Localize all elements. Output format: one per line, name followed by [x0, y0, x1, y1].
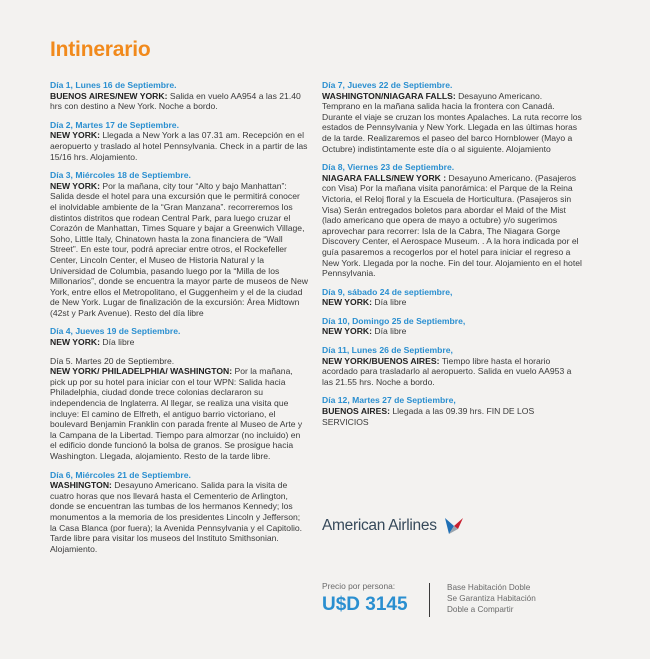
day-description [322, 297, 582, 308]
day-heading: Día 9, sábado 24 de septiembre, [322, 286, 453, 297]
itinerary-day [322, 80, 582, 154]
day-text: Desayuno Americano. (Pasajeros con Visa) Por la mañana visita panorámica: el Parque de la Reina Victoria, el Reloj floral y la Escuela de Horticultura. (Pasajeros sin Visa) Serán entregados boletos para abordar el Maid of the Mist (lado americano que opera de mayo a octubre) y/o sugerimos aprovechar para recorrer: Isla de la Cabra, The Niagara Gorge Discovery Center, el Aerospace Museum. . A la hora indicada por el guía pasaremos a recogerlos por el hotel para iniciar el regreso a New York. Llegada por la noche. Fin del tour. Alojamiento en el hotel Pennsylvania. [322, 172, 582, 279]
day-description [50, 91, 308, 112]
day-heading: Día 8, Viernes 23 de Septiembre. [322, 162, 455, 173]
itinerary-day [50, 120, 308, 162]
day-description [50, 181, 308, 319]
day-destination: NEW YORK/ PHILADELPHIA/ WASHINGTON: [50, 366, 233, 377]
itinerary-day [50, 170, 308, 318]
day-heading: Día 2, Martes 17 de Septiembre. [50, 119, 179, 130]
price-note: Base Habitación Doble [447, 583, 531, 592]
day-description [50, 130, 308, 162]
airline-logo [322, 516, 465, 536]
itinerary-day [50, 326, 308, 347]
day-description [322, 356, 582, 388]
day-description [50, 337, 308, 348]
day-destination: BUENOS AIRES/NEW YORK: [50, 90, 168, 101]
day-destination: NEW YORK: [50, 130, 100, 141]
airline-name: American Airlines [322, 517, 437, 534]
day-text: Día libre [99, 337, 135, 348]
day-text: Salida en vuelo AA954 a las 21.40 hrs con destino a New York. Noche a bordo. [50, 90, 301, 112]
day-description [50, 480, 308, 554]
price-value: U$D 3145 [322, 594, 408, 615]
price-divider [429, 583, 430, 617]
itinerary-column-right [322, 80, 582, 435]
day-description [322, 173, 582, 279]
day-description [322, 406, 582, 427]
day-destination: NEW YORK: [322, 297, 372, 308]
day-heading: Día 3, Miércoles 18 de Septiembre. [50, 170, 191, 181]
day-text: Desayuno Americano. Temprano en la mañana salida hacia la frontera con Canadá. Durante el viaje se cruzan los montes Apalaches. La ruta recorre los estados de Pennsylvania y New York. Llegada en las últimas horas de la tarde. Realizaremos el paseo del barco Hornblower (Mayo a Octubre) indistintamente este día o al siguiente. Alojamiento [322, 90, 582, 154]
day-heading: Día 7, Jueves 22 de Septiembre. [322, 80, 453, 90]
day-text: Llegada a las 09.39 hrs. FIN DE LOS SERVICIOS [322, 406, 535, 427]
day-destination: WASHINGTON/NIAGARA FALLS: [322, 90, 456, 101]
day-destination: NEW YORK: [50, 180, 100, 191]
day-heading: Día 1, Lunes 16 de Septiembre. [50, 80, 177, 90]
day-text: Por la mañana, pick up por su hotel para iniciar con el tour WPN: Salida hacia Philadelphia, ciudad donde trece colonias declararon su independencia de Inglaterra. Al llegar, se realiza una visita que incluye: El camino de Elfreth, el antiguo barrio victoriano, el boulevard Benjamin Franklin con parada frente al Museo de Arte y la Campana de la Libertad. Tiempo para almorzar (no incluido) en el edificio donde funcionó la bolsa de granos. Se prosigue hacia Washington. Llegada, alojamiento. Resto de la tarde libre. [50, 366, 303, 461]
day-heading: Día 4, Jueves 19 de Septiembre. [50, 326, 181, 337]
day-destination: NEW YORK: [322, 326, 372, 337]
day-heading: Día 5. Martes 20 de Septiembre. [50, 355, 175, 366]
day-description [50, 366, 308, 461]
day-text: Día libre [371, 297, 407, 308]
day-destination: NEW YORK: [50, 337, 100, 348]
itinerary-day [322, 395, 582, 427]
price-box [322, 581, 408, 616]
american-airlines-eagle-icon [443, 516, 465, 536]
day-destination: BUENOS AIRES: [322, 406, 390, 417]
itinerary-day [322, 345, 582, 387]
itinerary-day [50, 356, 308, 462]
day-description [322, 91, 582, 155]
itinerary-day [322, 316, 582, 337]
itinerary-day [50, 470, 308, 555]
day-heading: Día 10, Domingo 25 de Septiembre, [322, 315, 466, 326]
day-text: Día libre [371, 326, 407, 337]
day-destination: NEW YORK/BUENOS AIRES: [322, 355, 440, 366]
day-heading: Día 6, Miércoles 21 de Septiembre. [50, 469, 191, 480]
price-notes [447, 583, 536, 615]
day-description [322, 326, 582, 337]
price-note: Se Garantiza Habitación [447, 593, 536, 603]
day-destination: NIAGARA FALLS/NEW YORK : [322, 172, 447, 183]
day-text: Desayuno Americano. Salida para la visita de cuatro horas que nos llevará hasta el Cementerio de Arlington, donde se encuentran las tumbas de los hermanos Kennedy; los monumentos a la memoria de los presidentes Lincoln y Jefferson; la Casa Blanca (por fuera); la Avenida Pennsylvania y el Capitolio. Tarde libre para visitar los museos del Instituto Smithsonian. Alojamiento. [50, 480, 303, 554]
itinerary-day [50, 80, 308, 112]
itinerary-column-left [50, 80, 308, 562]
day-heading: Día 11, Lunes 26 de Septiembre, [322, 345, 453, 356]
day-text: Llegada a New York a las 07.31 am. Recepción en el aeropuerto y traslado al hotel Pennsylvania. Check in a partir de las 15/16 hrs. Alojamiento. [50, 130, 308, 162]
day-text: Tiempo libre hasta el horario acordado para trasladarlo al aeropuerto. Salida en vuelo AA953 a las 21.55 hrs. Noche a bordo. [322, 355, 572, 387]
day-destination: WASHINGTON: [50, 480, 112, 491]
price-label: Precio por persona: [322, 581, 396, 591]
price-note: Doble a Compartir [447, 604, 514, 614]
page-title: Intinerario [50, 38, 151, 61]
day-text: Por la mañana, city tour “Alto y bajo Manhattan”: Salida desde el hotel para una excursión que le permitirá conocer el inolvidable ambiente de la “Gran Manzana”. recorreremos los distintos distritos que rodean Central Park, para luego cruzar el Corazón de Manhattan, Times Square y bajar a Greenwich Village, Soho, Little Italy, Chinatown hasta la zona financiera de “Wall Street”. En este tour, podrá apreciar entre otros, el Rockefeller Center, Lincoln Center, el Museo de Historia Natural y la Universidad de Columbia, pasando luego por la “Milla de los Millonarios”, donde se encuentra la mayor parte de museos de New York, entre ellos el Metropolitano, el Guggenheim y el de la ciudad de New York. Lugar de finalización de la excursión: Área Midtown (42st y Park Avenue). Resto del día libre [50, 180, 308, 318]
itinerary-day [322, 287, 582, 308]
day-heading: Día 12, Martes 27 de Septiembre, [322, 395, 456, 406]
itinerary-day [322, 162, 582, 279]
